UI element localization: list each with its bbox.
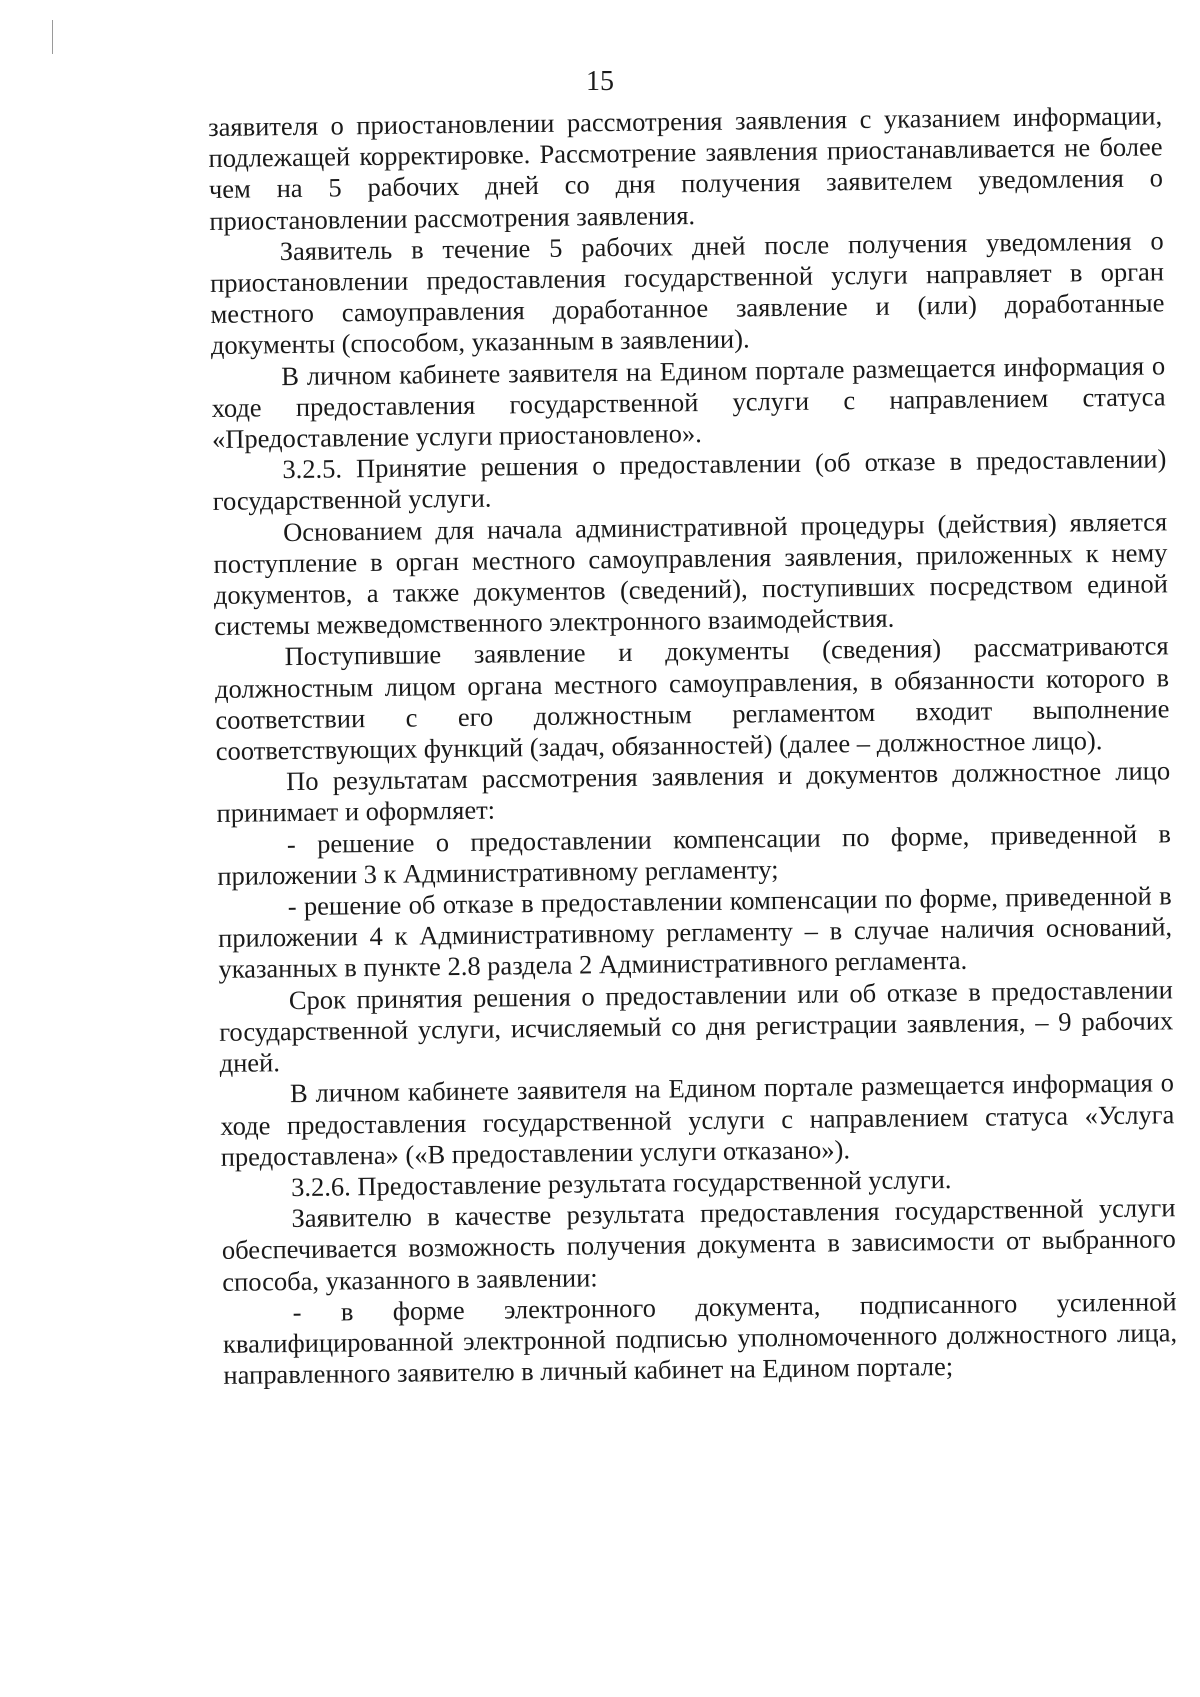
list-item: - решение об отказе в предоставлении компенсации по форме, приведенной в приложении 4 к Административному регламенту – в случае наличия оснований, указанных в пункте 2.8 раздела 2 Административного регламента. <box>217 880 1173 985</box>
list-item: - в форме электронного документа, подписанного усиленной квалифицированной электронной подписью уполномоченного должностного лица, направленного заявителю в личный кабинет на Едином портале; <box>222 1285 1178 1391</box>
paragraph: По результатам рассмотрения заявления и документов должностное лицо принимает и оформляет: <box>216 755 1171 829</box>
scan-margin-mark <box>52 20 53 54</box>
paragraph: В личном кабинете заявителя на Едином портале размещается информация о ходе предоставления государственной услуги с направлением статуса «Предоставление услуги приостановлено». <box>211 349 1166 455</box>
paragraph: Основанием для начала административной процедуры (действия) является поступление в орган местного самоуправления заявления, приложенных к нему документов, а также документов (сведений), поступивших посредством единой системы межведомственного электронного взаимодействия. <box>213 505 1169 642</box>
paragraph: Срок принятия решения о предоставлении или об отказе в предоставлении государственной услуги, исчисляемый со дня регистрации заявления, – 9 рабочих дней. <box>219 973 1174 1079</box>
page-number: 15 <box>586 66 614 97</box>
paragraph-continuation: заявителя о приостановлении рассмотрения заявления с указанием информации, подлежащей корректировке. Рассмотрение заявления приостанавливается не более чем на 5 рабочих дней со дня получения заявителем уведомления о приостановлении рассмотрения заявления. <box>208 100 1164 236</box>
paragraph: Поступившие заявление и документы (сведения) рассматриваются должностным лицом органа местного самоуправления, в обязанности которого в соответствии с его должностным регламентом входит выполнение соответствующих функций (задач, обязанностей) (далее – должностное лицо). <box>214 630 1170 767</box>
paragraph: Заявителю в качестве результата предоставления государственной услуги обеспечивается возможность получения документа в зависимости от выбранного способа, указанного в заявлении: <box>221 1192 1177 1297</box>
list-item: - решение о предоставлении компенсации по форме, приведенной в приложении 3 к Административному регламенту; <box>217 817 1172 891</box>
paragraph: В личном кабинете заявителя на Едином портале размещается информация о ходе предоставления государственной услуги с направлением статуса «Услуга предоставлена» («В предоставлении услуги отказано»). <box>220 1067 1175 1172</box>
document-body <box>208 100 1178 1391</box>
section-heading-3-2-6: 3.2.6. Предоставление результата государственной услуги. <box>290 1163 952 1202</box>
paragraph: Заявитель в течение 5 рабочих дней после получения уведомления о приостановлении предоставления государственной услуги направляет в орган местного самоуправления доработанное заявление и (или) доработанные документы (способом, указанным в заявлении). <box>209 225 1165 361</box>
section-heading-3-2-5: 3.2.5. Принятие решения о предоставлении (об отказе в предоставлении) государственной услуги. <box>212 443 1167 517</box>
